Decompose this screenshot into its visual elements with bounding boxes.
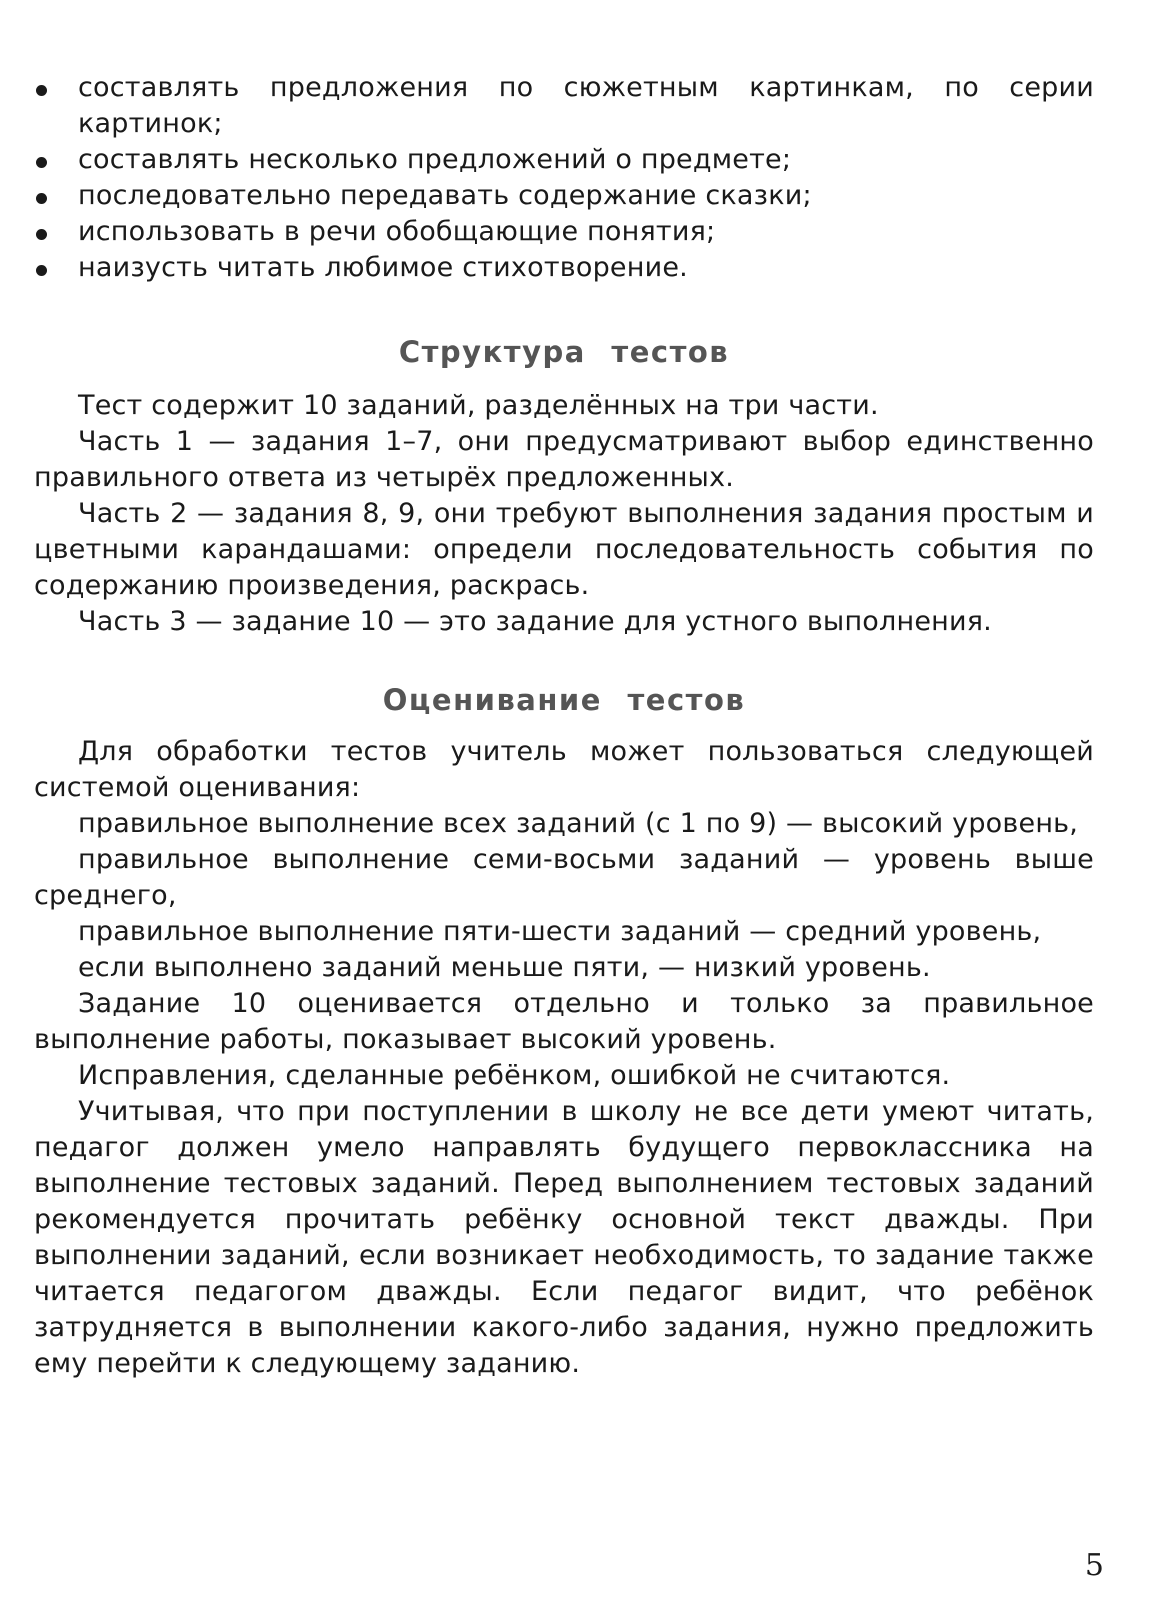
paragraph: Тест содержит 10 заданий, разделённых на три части. [78,390,879,421]
page-number: 5 [1084,1548,1104,1583]
paragraph: правильное выполнение пяти-шести заданий — средний уровень, [78,916,1042,947]
paragraph: Часть 2 — задания 8, 9, они требуют выполнения задания простым и цветными карандашами: определи последовательность события по содержанию произведения, раскрась. [34,498,1094,601]
paragraph: Для обработки тестов учитель может пользоваться следующей системой оценивания: [34,736,1094,803]
list-item [34,214,1094,250]
paragraph: Задание 10 оценивается отдельно и только за правильное выполнение работы, показывает высокий уровень. [34,988,1094,1055]
paragraph: если выполнено заданий меньше пяти, — низкий уровень. [78,952,931,983]
list-item-text: последовательно передавать содержание сказки; [78,180,812,211]
list-item [34,142,1094,178]
list-item [34,178,1094,214]
bullet-icon [36,229,47,240]
paragraph: Исправления, сделанные ребёнком, ошибкой не считаются. [78,1060,951,1091]
paragraph: Учитывая, что при поступлении в школу не все дети умеют читать, педагог должен умело направлять будущего первоклассника на выполнение тестовых заданий. Перед выполнением тестовых заданий рекомендуется прочитать ребёнку основной текст дважды. При выполнении заданий, если возникает необходимость, то задание также читается педагогом дважды. Если педагог видит, что ребёнок затрудняется в выполнении какого-либо задания, нужно предложить ему перейти к следующему заданию. [34,1096,1094,1379]
list-item-text: составлять предложения по сюжетным картинкам, по серии картинок; [78,72,1094,139]
paragraph: Часть 1 — задания 1–7, они предусматривают выбор единственно правильного ответа из четырёх предложенных. [34,426,1094,493]
paragraph: Часть 3 — задание 10 — это задание для устного выполнения. [78,606,992,637]
section-title-evaluation: Оценивание тестов [382,683,746,717]
bullet-icon [36,157,47,168]
bullet-icon [36,265,47,276]
paragraph: правильное выполнение всех заданий (с 1 по 9) — высокий уровень, [78,808,1079,839]
list-item-text: составлять несколько предложений о предмете; [78,144,792,175]
bullet-icon [36,85,47,96]
page-content [34,70,1094,1382]
paragraph: правильное выполнение семи-восьми заданий — уровень выше среднего, [34,844,1094,911]
list-item [34,250,1094,286]
skills-list [34,70,1094,286]
section-title-structure: Структура тестов [398,335,730,369]
list-item-text: наизусть читать любимое стихотворение. [78,252,688,283]
bullet-icon [36,193,47,204]
list-item [34,70,1094,142]
list-item-text: использовать в речи обобщающие понятия; [78,216,716,247]
